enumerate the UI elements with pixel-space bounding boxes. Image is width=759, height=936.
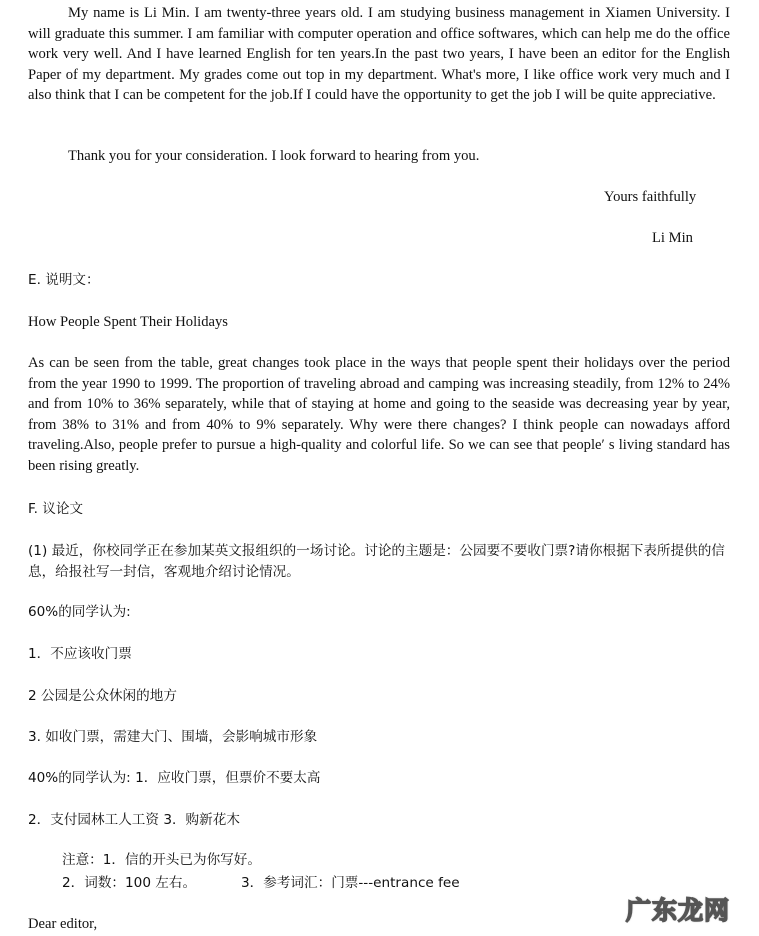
letter-body-paragraph: My name is Li Min. I am twenty-three years old. I am studying business management in Xiamen University. I will graduate this summer. I am familiar with computer operation and office softwares, which can help me do the office work very well. And I have learned English for ten years.In the past two years, I have been an editor for the English Paper of my department. My grades come out top in my department. What's more, I like office work very much and I also think that I can be competent for the job.If I could have the opportunity to get the job I will be quite appreciative. xyxy=(28,5,730,104)
group-60-point-2: 2 公园是公众休闲的地方 xyxy=(28,688,177,704)
letter-closing: Yours faithfully xyxy=(604,189,697,205)
letter-thanks: Thank you for your consideration. I look forward to hearing from you. xyxy=(68,148,480,164)
section-f-heading: F. 议论文 xyxy=(28,501,84,517)
group-60-label: 60%的同学认为: xyxy=(28,604,131,620)
letter-salutation: Dear editor, xyxy=(28,916,98,932)
notes-line-2-words: 2．词数：100 左右。 xyxy=(62,875,197,891)
group-60-point-3: 3. 如收门票，需建大门、围墙，会影响城市形象 xyxy=(28,729,318,745)
group-40-line-2: 2．支付园林工人工资 3．购新花木 xyxy=(28,812,240,828)
notes-line-2-vocab: 3．参考词汇：门票---entrance fee xyxy=(241,875,460,891)
group-40-line-1: 40%的同学认为: 1．应收门票，但票价不要太高 xyxy=(28,770,321,786)
letter-signature: Li Min xyxy=(652,230,693,246)
section-e-heading-text: E. 说明文： xyxy=(28,272,100,288)
group-60-point-1: 1．不应该收门票 xyxy=(28,646,132,662)
section-e-heading xyxy=(28,270,100,290)
site-watermark-logo: 广东龙网 xyxy=(626,896,731,925)
section-e-title: How People Spent Their Holidays xyxy=(28,314,228,330)
notes-line-1: 注意：1．信的开头已为你写好。 xyxy=(62,852,261,868)
section-e-paragraph: As can be seen from the table, great changes took place in the ways that people spent their holidays over the period from the year 1990 to 1999. The proportion of traveling abroad and camping was increasing steadily, from 12% to 24% and from 10% to 36% separately, while that of staying at home and going to the seaside was decreasing year by year, from 38% to 31% and from 40% to 9% separately. Why were there changes? I think people can nowadays afford traveling.Also, people prefer to pursue a high-quality and colorful life. So we can see that people′ s living standard has been rising greatly. xyxy=(28,355,730,474)
section-f-prompt: (1) 最近，你校同学正在参加某英文报组织的一场讨论。讨论的主题是：公园要不要收门票?请你根据下表所提供的信息，给报社写一封信，客观地介绍讨论情况。 xyxy=(28,543,725,580)
